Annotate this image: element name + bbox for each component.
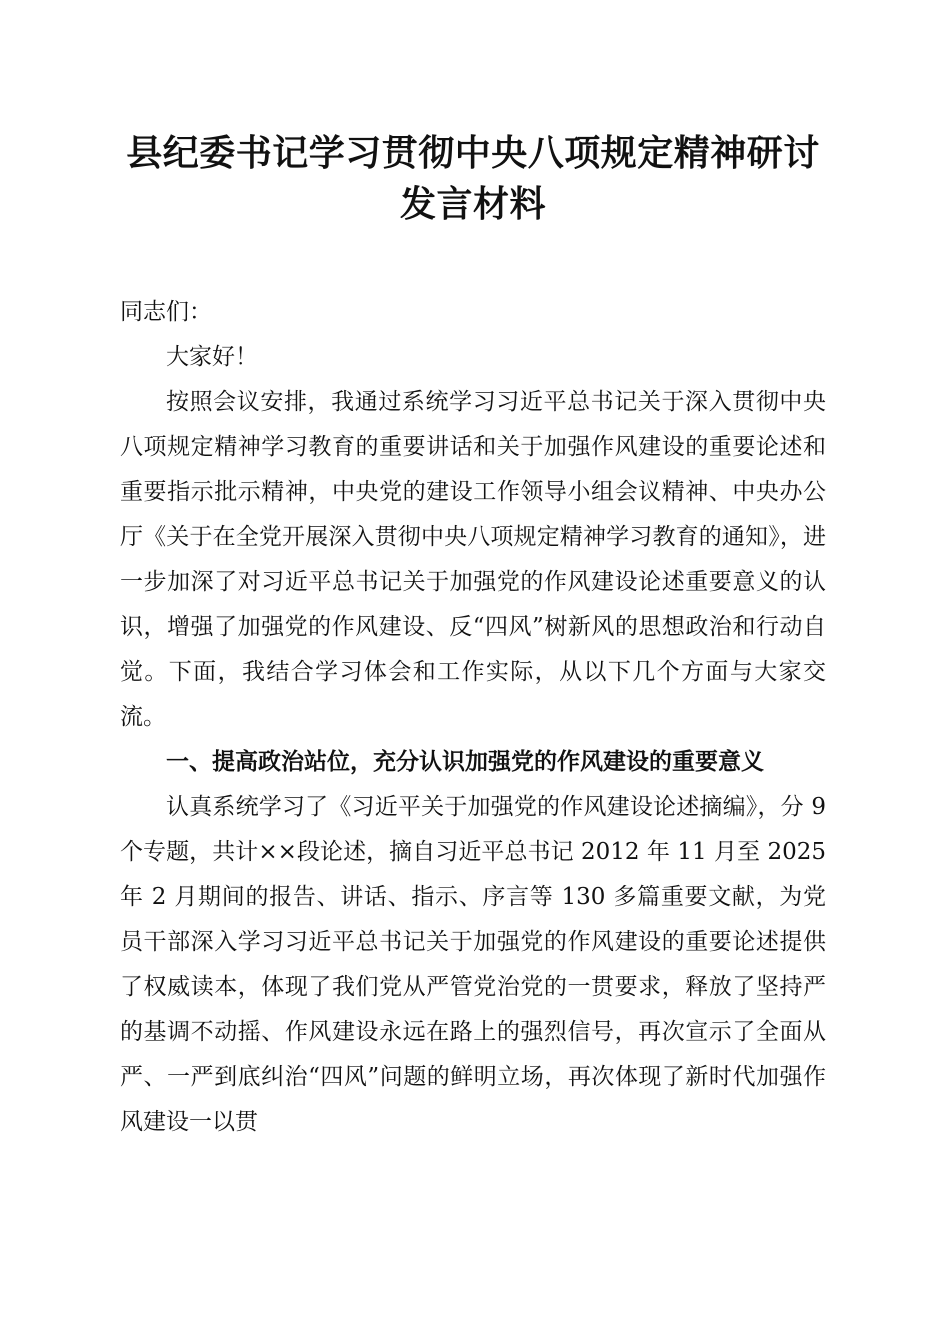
salutation: 同志们： xyxy=(120,299,212,325)
document-body xyxy=(120,290,826,1145)
greeting: 大家好！ xyxy=(166,344,258,370)
paragraph-section-1: 认真系统学习了《习近平关于加强党的作风建设论述摘编》，分 9 个专题，共计××段论述，摘自习近平总书记 2012 年 11 月至 2025 年 2 月期间的报告、讲话、指示、序言等 130 多篇重要文献，为党员干部深入学习习近平总书记关于加强党的作风建设的重要论述提供了权威读本，体现了我们党从严管党治党的一贯要求，释放了坚持严的基调不动摇、作风建设永远在路上的强烈信号，再次宣示了全面从严、一严到底纠治“四风”问题的鲜明立场，再次体现了新时代加强作风建设一以贯 xyxy=(120,794,826,1135)
paragraph-intro: 按照会议安排，我通过系统学习习近平总书记关于深入贯彻中央八项规定精神学习教育的重要讲话和关于加强作风建设的重要论述和重要指示批示精神，中央党的建设工作领导小组会议精神、中央办公厅《关于在全党开展深入贯彻中央八项规定精神学习教育的通知》，进一步加深了对习近平总书记关于加强党的作风建设论述重要意义的认识，增强了加强党的作风建设、反“四风”树新风的思想政治和行动自觉。下面，我结合学习体会和工作实际，从以下几个方面与大家交流。 xyxy=(120,389,826,730)
document-title: 县纪委书记学习贯彻中央八项规定精神研讨发言材料 xyxy=(126,133,820,225)
document-page xyxy=(120,128,826,1145)
section-heading-1: 一、提高政治站位，充分认识加强党的作风建设的重要意义 xyxy=(166,749,764,775)
